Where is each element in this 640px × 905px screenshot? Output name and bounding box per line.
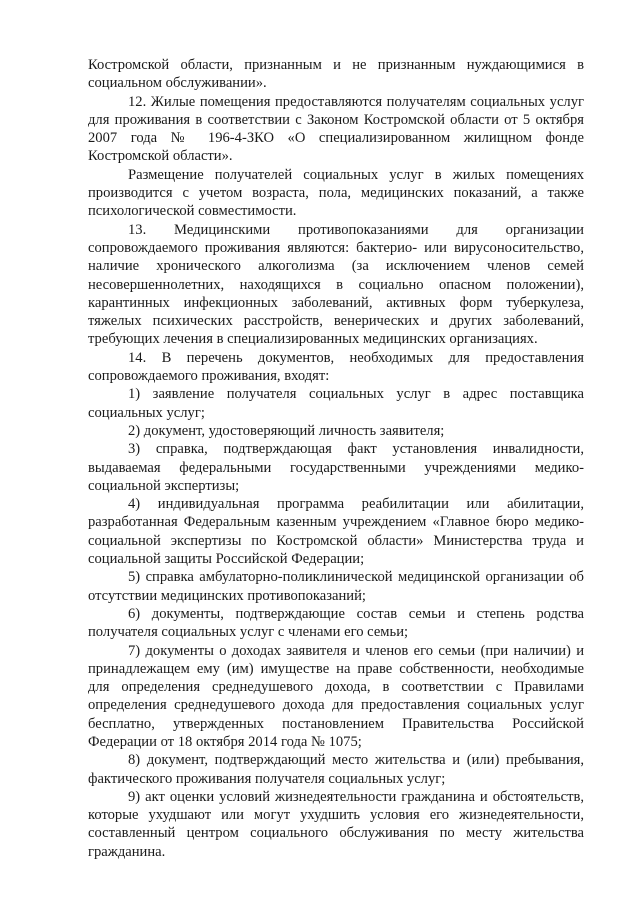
list-item-4: 4) индивидуальная программа реабилитации или абилитации, разработанная Федеральным казенным учреждением «Главное бюро медико-социальной экспертизы по Костромской области» Министерства труда и социальной защиты Российской Федерации; (88, 496, 584, 568)
paragraph-item-12: 12. Жилые помещения предоставляются получателям социальных услуг для проживания в соответствии с Законом Костромской области от 5 октября 2007 года № 196-4-ЗКО «О специализированном жилищном фонде Костромской области». (88, 93, 584, 165)
paragraph-item-14: 14. В перечень документов, необходимых для предоставления сопровождаемого проживания, входят: (88, 349, 584, 385)
list-item-7: 7) документы о доходах заявителя и членов его семьи (при наличии) и принадлежащем ему (им) имуществе на праве собственности, необходимые для определения среднедушевого дохода, в соответствии с Правилами определения среднедушевого дохода для предоставления социальных услуг бесплатно, утвержденных постановлением Правительства Российской Федерации от 18 октября 2014 года № 1075; (88, 642, 584, 750)
list-item-6: 6) документы, подтверждающие состав семьи и степень родства получателя социальных услуг с членами его семьи; (88, 605, 584, 641)
list-item-3: 3) справка, подтверждающая факт установления инвалидности, выдаваемая федеральными государственными учреждениями медико-социальной экспертизы; (88, 441, 584, 494)
list-item-5: 5) справка амбулаторно-поликлинической медицинской организации об отсутствии медицинских противопоказаний; (88, 569, 584, 604)
document-page (88, 56, 584, 861)
paragraph-item-13: 13. Медицинскими противопоказаниями для организации сопровождаемого проживания являются: бактерио- или вирусоносительство, наличие хронического алкоголизма (за исключением членов семей несовершеннолетних, находящихся в социально опасном положении), карантинных инфекционных заболеваний, активных форм туберкулеза, тяжелых психических расстройств, венерических и других заболеваний, требующих лечения в специализированных медицинских организациях. (88, 221, 584, 348)
list-item-9: 9) акт оценки условий жизнедеятельности гражданина и обстоятельств, которые ухудшают или могут ухудшить условия его жизнедеятельности, составленный центром социального обслуживания по месту жительства гражданина. (88, 788, 584, 860)
list-item-8: 8) документ, подтверждающий место жительства и (или) пребывания, фактического проживания получателя социальных услуг; (88, 752, 584, 787)
list-item-1: 1) заявление получателя социальных услуг в адрес поставщика социальных услуг; (88, 386, 584, 421)
paragraph-placement: Размещение получателей социальных услуг в жилых помещениях производится с учетом возраста, пола, медицинских показаний, а также психологической совместимости. (88, 166, 584, 220)
paragraph-continuation: Костромской области, признанным и не признанным нуждающимися в социальном обслуживании». (88, 57, 584, 92)
list-item-2: 2) документ, удостоверяющий личность заявителя; (128, 422, 445, 439)
